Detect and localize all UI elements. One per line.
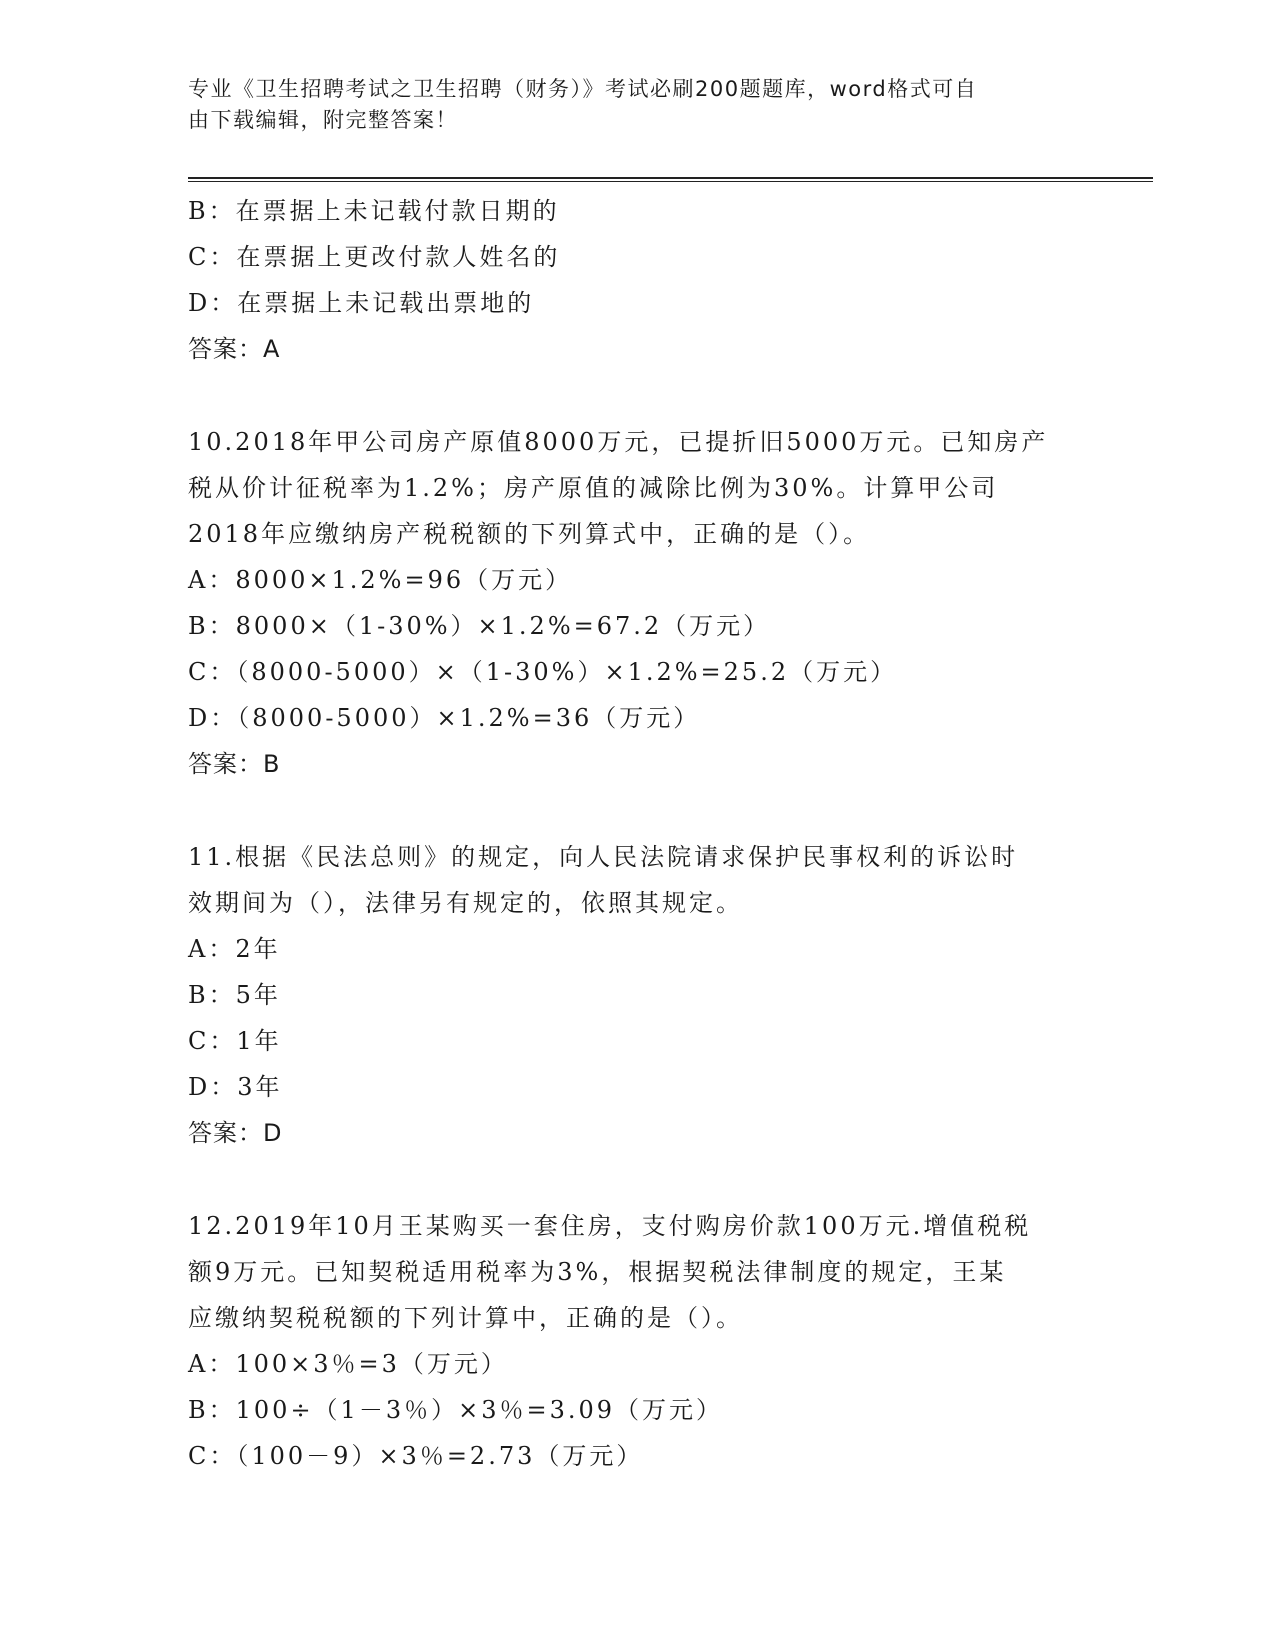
option-c: C：（100－9）×3％=2.73（万元） <box>188 1442 644 1470</box>
question-block-10 <box>188 419 1088 787</box>
question-stem-line: 应缴纳契税税额的下列计算中，正确的是（）。 <box>188 1304 743 1332</box>
option-d: D：3年 <box>188 1073 283 1101</box>
spacer <box>188 372 1088 419</box>
answer-line: 答案：B <box>188 750 281 778</box>
question-stem-line: 税从价计征税率为1.2%；房产原值的减除比例为30%。计算甲公司 <box>188 474 999 502</box>
spacer <box>188 787 1088 834</box>
option-a: A：100×3％=3（万元） <box>188 1350 508 1378</box>
option-d: D：（8000-5000）×1.2%=36（万元） <box>188 704 701 732</box>
question-stem-line: 10.2018年甲公司房产原值8000万元，已提折旧5000万元。已知房产 <box>188 428 1049 456</box>
question-stem-line: 12.2019年10月王某购买一套住房，支付购房价款100万元.增值税税 <box>188 1212 1032 1240</box>
option-d: D：在票据上未记载出票地的 <box>188 289 535 317</box>
option-b: B：5年 <box>188 981 281 1009</box>
option-c: C：（8000-5000）×（1-30%）×1.2%=25.2（万元） <box>188 658 898 686</box>
option-b: B：8000×（1-30%）×1.2%=67.2（万元） <box>188 612 771 640</box>
question-stem-line: 额9万元。已知契税适用税率为3%，根据契税法律制度的规定，王某 <box>188 1258 1007 1286</box>
question-block-12 <box>188 1203 1088 1479</box>
option-c: C：在票据上更改付款人姓名的 <box>188 243 561 271</box>
question-block-11 <box>188 834 1088 1156</box>
answer-line: 答案：A <box>188 335 281 363</box>
header-divider <box>188 177 1153 179</box>
question-stem-line: 2018年应缴纳房产税税额的下列算式中，正确的是（）。 <box>188 520 871 548</box>
question-list <box>188 188 1088 1479</box>
question-block-9-tail <box>188 188 1088 372</box>
header-line-1: 专业《卫生招聘考试之卫生招聘（财务）》考试必刷200题题库，word格式可自 <box>188 77 978 101</box>
option-c: C：1年 <box>188 1027 282 1055</box>
header-line-2: 由下载编辑，附完整答案！ <box>188 108 458 132</box>
option-a: A：2年 <box>188 935 281 963</box>
option-a: A：8000×1.2%=96（万元） <box>188 566 573 594</box>
question-stem-line: 11.根据《民法总则》的规定，向人民法院请求保护民事权利的诉讼时 <box>188 843 1019 871</box>
question-stem-line: 效期间为（），法律另有规定的，依照其规定。 <box>188 889 743 917</box>
header-divider-thin <box>188 181 1153 182</box>
option-b: B：100÷（1－3％）×3％=3.09（万元） <box>188 1396 724 1424</box>
answer-line: 答案：D <box>188 1119 283 1147</box>
spacer <box>188 1156 1088 1203</box>
page-header <box>188 74 1088 136</box>
option-b: B：在票据上未记载付款日期的 <box>188 197 560 225</box>
